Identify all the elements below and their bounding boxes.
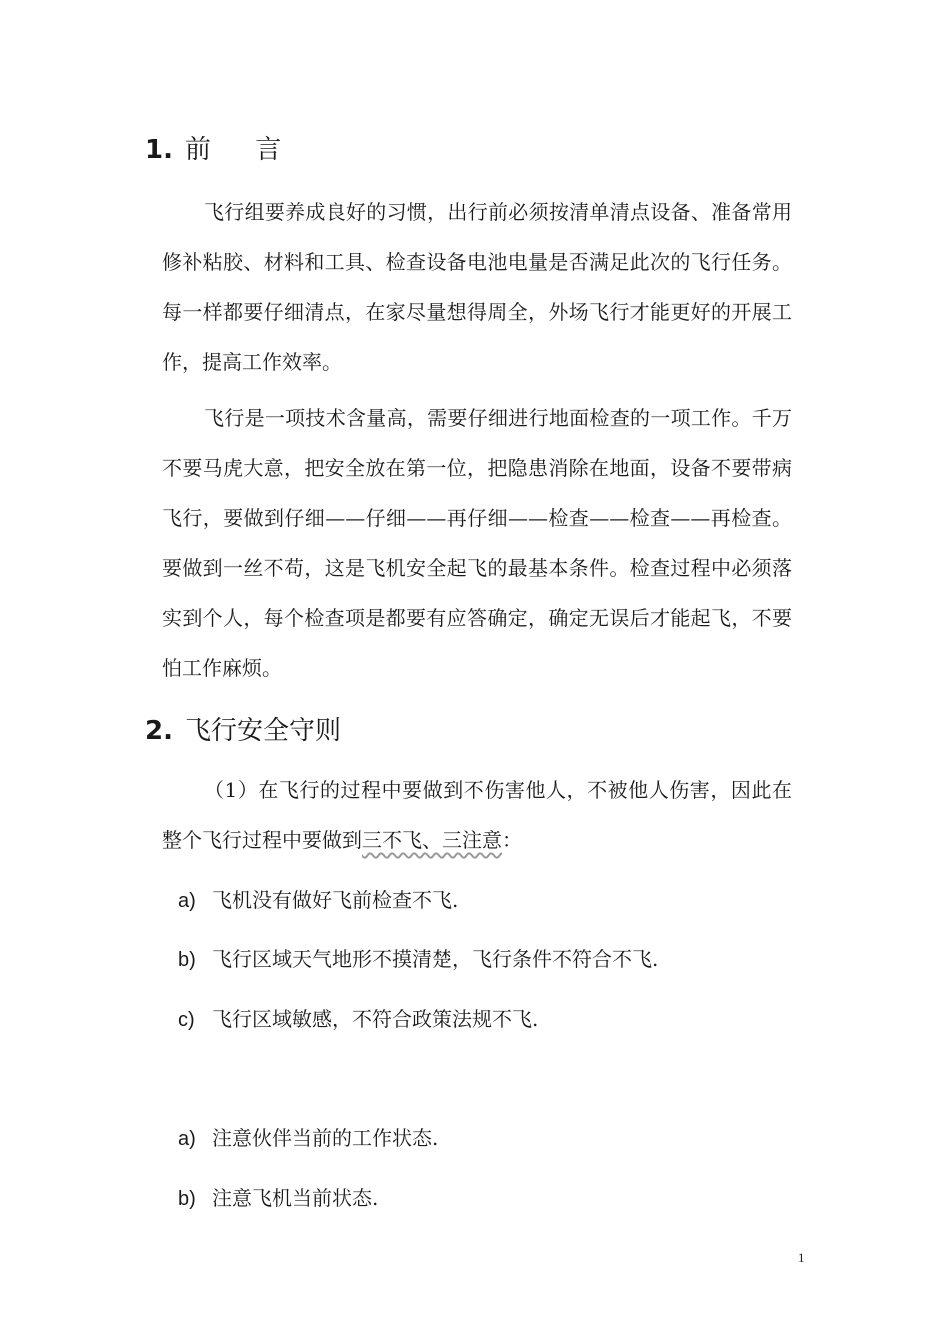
section-heading-safety-rules [145, 711, 341, 751]
preface-paragraph-1: 飞行组要养成良好的习惯，出行前必须按清单清点设备、准备常用修补粘胶、材料和工具、检查设备电池电量是否满足此次的飞行任务。每一样都要仔细清点，在家尽量想得周全，外场飞行才能更好的开展工作，提高工作效率。 [162, 200, 792, 374]
list-item-text: 注意飞机当前状态. [212, 1186, 379, 1210]
list-item-text: 飞行区域敏感，不符合政策法规不飞. [212, 1007, 539, 1031]
list-marker: a) [178, 890, 196, 912]
section-heading-preface [145, 130, 299, 170]
list-marker: b) [178, 1188, 196, 1210]
preface-paragraph-2: 飞行是一项技术含量高，需要仔细进行地面检查的一项工作。千万不要马虎大意，把安全放在第一位，把隐患消除在地面，设备不要带病飞行，要做到仔细——仔细——再仔细——检查——检查——再检查。要做到一丝不苟，这是飞机安全起飞的最基本条件。检查过程中必须落实到个人，每个检查项是都要有应答确定，确定无误后才能起飞，不要怕工作麻烦。 [162, 406, 792, 680]
section-number: 1. [145, 135, 173, 165]
list-item-text: 飞行区域天气地形不摸清楚，飞行条件不符合不飞. [212, 947, 659, 971]
intro-text: （1）在飞行的过程中要做到不伤害他人，不被他人伤害，因此在整个飞行过程中要做到 [162, 778, 792, 852]
safety-intro-paragraph [162, 765, 792, 865]
list-item-text: 飞机没有做好飞前检查不飞. [212, 888, 459, 912]
list-item-text: 注意伙伴当前的工作状态. [212, 1126, 439, 1150]
list-item [178, 1004, 538, 1035]
section-title: 前 言 [185, 135, 300, 165]
list-item [178, 885, 458, 916]
list-item [178, 1123, 438, 1154]
list-marker: c) [178, 1009, 195, 1031]
list-item [178, 944, 658, 975]
section-title: 飞行安全守则 [185, 716, 342, 746]
intro-highlight: 三不飞、三注意 [362, 828, 502, 852]
page-number: 1 [798, 1250, 805, 1265]
list-marker: b) [178, 949, 196, 971]
intro-suffix: ： [502, 828, 522, 852]
list-marker: a) [178, 1128, 196, 1150]
section-number: 2. [145, 716, 173, 746]
list-item [178, 1183, 378, 1214]
